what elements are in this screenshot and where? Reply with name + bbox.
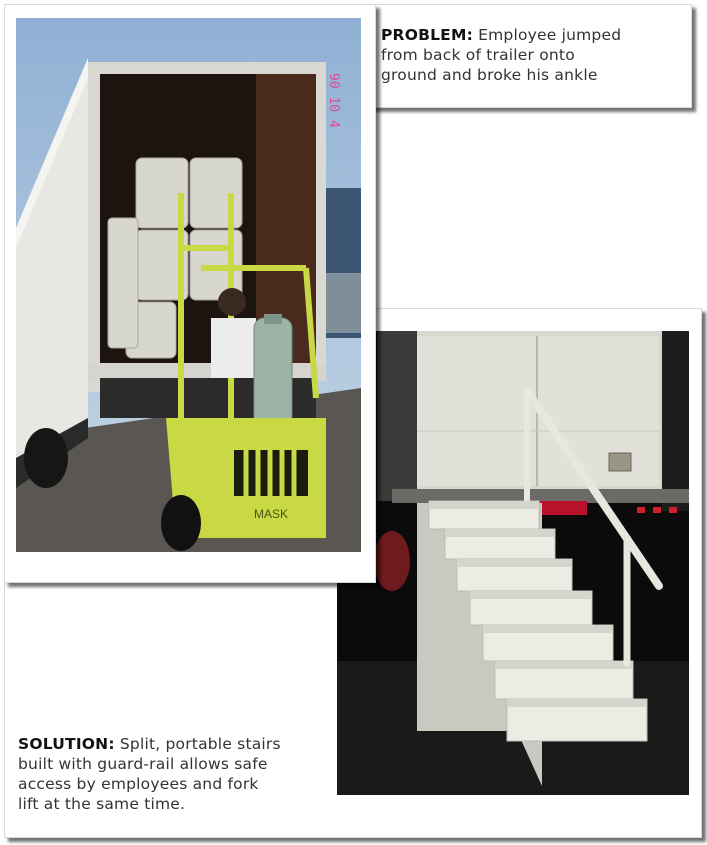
problem-caption bbox=[381, 25, 681, 85]
solution-caption bbox=[18, 734, 318, 814]
date-stamp: 90 10 4 bbox=[326, 73, 341, 128]
solution-line-3: access by employees and fork bbox=[18, 775, 259, 793]
solution-line-4: lift at the same time. bbox=[18, 795, 186, 813]
solution-label: SOLUTION: bbox=[18, 735, 115, 753]
forklift-plate: MASK bbox=[254, 507, 289, 521]
solution-line-1: Split, portable stairs bbox=[114, 735, 281, 753]
problem-label: PROBLEM: bbox=[381, 26, 473, 44]
stairs-photo bbox=[337, 331, 689, 795]
solution-line-2: built with guard-rail allows safe bbox=[18, 755, 268, 773]
problem-line-3: ground and broke his ankle bbox=[381, 66, 598, 84]
problem-line-1: Employee jumped bbox=[472, 26, 622, 44]
problem-caption-card bbox=[356, 4, 692, 108]
trailer-forklift-photo bbox=[16, 18, 361, 552]
problem-line-2: from back of trailer onto bbox=[381, 46, 575, 64]
